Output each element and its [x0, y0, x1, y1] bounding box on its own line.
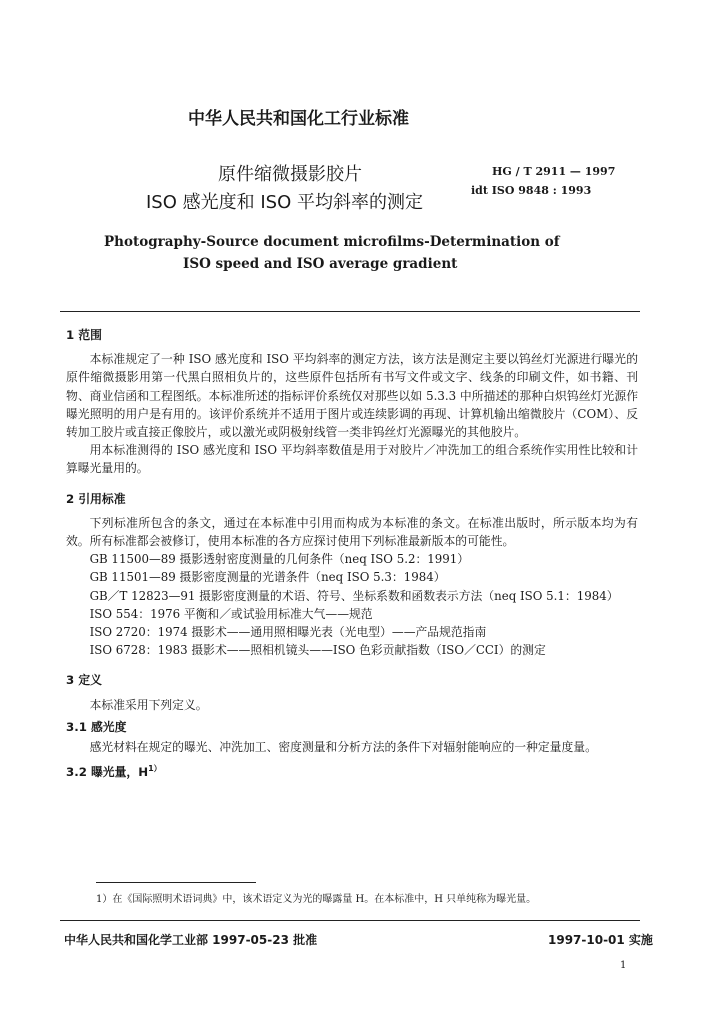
footnote: 1）在《国际照明术语词典》中，该术语定义为光的曝露量 H。在本标准中，H 只单纯称为曝光量。: [96, 894, 537, 905]
section-3-2-heading: [66, 760, 638, 781]
effective-date: 1997-10-01 实施: [548, 933, 653, 947]
section-1-paragraph-2: 用本标准测得的 ISO 感光度和 ISO 平均斜率数值是用于对胶片／冲洗加工的组合系统作实用性比较和计算曝光量用的。: [66, 443, 638, 476]
reference-item: GB 11500—89 摄影透射密度测量的几何条件（neq ISO 5.2：1991）: [89, 552, 470, 567]
page-number: 1: [620, 960, 627, 971]
document-body: [66, 326, 638, 787]
footnote-divider: [96, 882, 256, 883]
document-title-line2: ISO 感光度和 ISO 平均斜率的测定: [146, 192, 423, 213]
reference-item: GB／T 12823—91 摄影密度测量的术语、符号、坐标系数和函数表示方法（neq ISO 5.1：1984）: [89, 588, 619, 603]
issuing-body-title: 中华人民共和国化工行业标准: [188, 109, 409, 129]
section-3-heading: 3 定义: [66, 673, 102, 688]
english-title-line1: Photography-Source document microfilms-Determination of: [104, 234, 560, 250]
standard-code: HG / T 2911 — 1997: [492, 165, 616, 178]
english-title-line2: ISO speed and ISO average gradient: [183, 256, 458, 272]
section-3-2-title: 3.2 曝光量，H: [66, 765, 149, 780]
footer-divider: [60, 920, 640, 921]
footnote-marker: 1）: [148, 764, 162, 774]
reference-item: ISO 6728：1983 摄影术——照相机镜头——ISO 色彩贡献指数（ISO／CCI）的测定: [89, 643, 546, 658]
section-2-paragraph: 下列标准所包含的条文，通过在本标准中引用而构成为本标准的条文。在标准出版时，所示版本均为有效。所有标准都会被修订，使用本标准的各方应探讨使用下列标准最新版本的可能性。: [66, 515, 638, 549]
section-2-heading: 2 引用标准: [66, 491, 126, 506]
reference-item: ISO 554：1976 平衡和／或试验用标准大气——规范: [89, 606, 373, 621]
section-1-paragraph-1: 本标准规定了一种 ISO 感光度和 ISO 平均斜率的测定方法，该方法是测定主要以钨丝灯光源进行曝光的原件缩微摄影用第一代黑白照相负片的，这些原件包括所有书写文件或文字、线条的印刷文件，如书籍、刊物、商业信函和工程图纸。本标准所述的指标评价系统仅对那些以如 5.3.3 中所描述的那种白炽钨丝灯光源作曝光照明的用户是有用的。该评价系统并不适用于图片或连续影调的再现、计算机输出缩微胶片（COM）、反转加工胶片或直接正像胶片，或以激光或阴极射线管一类非钨丝灯光源曝光的其他胶片。: [66, 352, 638, 440]
idt-reference: idt ISO 9848 : 1993: [471, 184, 592, 197]
document-title-line1: 原件缩微摄影胶片: [218, 164, 362, 185]
header-divider: [60, 311, 640, 312]
section-1-heading: 1 范围: [66, 328, 102, 342]
reference-item: GB 11501—89 摄影密度测量的光谱条件（neq ISO 5.3：1984）: [89, 570, 446, 585]
section-3-paragraph: 本标准采用下列定义。: [89, 697, 208, 712]
reference-item: ISO 2720：1974 摄影术——通用照相曝光表（光电型）——产品规范指南: [89, 625, 487, 640]
approval-line: 中华人民共和国化学工业部 1997-05-23 批准: [64, 933, 318, 947]
section-3-1-paragraph: 感光材料在规定的曝光、冲洗加工、密度测量和分析方法的条件下对辐射能响应的一种定量度量。: [89, 740, 597, 755]
section-3-1-heading: 3.1 感光度: [66, 719, 127, 734]
